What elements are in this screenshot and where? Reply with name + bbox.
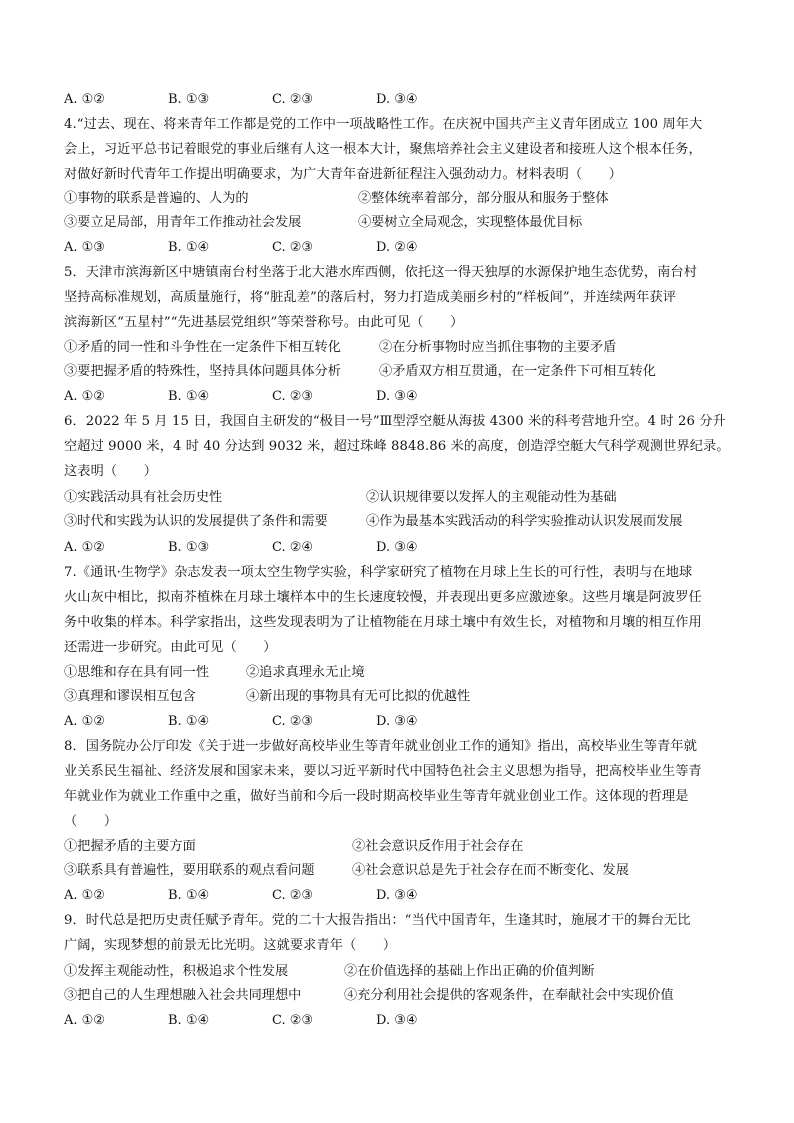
question-text: 务中收集的样本。科学家指出，这些发现表明为了让植物能在月球土壤中有效生长，对植物和月壤的相互作用	[64, 615, 702, 630]
option-4: ④要树立全局观念，实现整体最优目标	[358, 215, 583, 230]
answer-a: A. ①②	[64, 389, 105, 404]
answer-d: D. ③④	[376, 1013, 418, 1028]
answer-c: C. ②③	[272, 240, 314, 255]
option-3: ③真理和谬误相互包含	[64, 689, 196, 704]
question-text: 滨海新区“五星村”“先进基层党组织”等荣誉称号。由此可见（ ）	[64, 315, 464, 330]
answer-d: D. ③④	[376, 92, 418, 107]
question-text: 年就业作为就业工作重中之重，做好当前和今后一段时期高校毕业生等青年就业创业工作。这体现的哲理是	[64, 789, 689, 804]
answer-b: B. ①③	[168, 92, 210, 107]
answer-c: C. ②③	[272, 888, 314, 903]
option-4: ④矛盾双方相互贯通，在一定条件下可相互转化	[379, 364, 656, 379]
answer-c: C. ②③	[272, 714, 314, 729]
answer-b: B. ①④	[168, 714, 210, 729]
option-2: ②追求真理永无止境	[246, 665, 365, 680]
question-text: 火山灰中相比，拟南芥植株在月球土壤样本中的生长速度较慢，并表现出更多应激迹象。这些月壤是阿波罗任	[64, 590, 702, 605]
option-3: ③把自己的人生理想融入社会共同理想中	[64, 988, 302, 1003]
option-4: ④社会意识总是先于社会存在而不断变化、发展	[352, 863, 629, 878]
option-2: ②社会意识反作用于社会存在	[352, 839, 524, 854]
question-text: 9．时代总是把历史责任赋予青年。党的二十大报告指出：“当代中国青年，生逢其时，施展才干的舞台无比	[64, 913, 691, 928]
option-1: ①思维和存在具有同一性	[64, 665, 210, 680]
option-3: ③时代和实践为认识的发展提供了条件和需要	[64, 514, 328, 529]
answer-d: D. ③④	[376, 540, 418, 555]
answer-a: A. ①②	[64, 1013, 105, 1028]
answer-b: B. ①④	[168, 389, 210, 404]
option-3: ③要把握矛盾的特殊性，坚持具体问题具体分析	[64, 364, 341, 379]
option-1: ①矛盾的同一性和斗争性在一定条件下相互转化	[64, 340, 341, 355]
option-2: ②认识规律要以发挥人的主观能动性为基础	[366, 490, 617, 505]
answer-d: D. ③④	[376, 888, 418, 903]
option-1: ①实践活动具有社会历史性	[64, 490, 223, 505]
question-text: 对做好新时代青年工作提出明确要求，为广大青年奋进新征程注入强劲动力。材料表明（ ）	[64, 167, 623, 182]
answer-d: D. ②④	[376, 240, 418, 255]
question-text: 广阔，实现梦想的前景无比光明。这就要求青年（ ）	[64, 938, 397, 953]
option-3: ③要立足局部，用青年工作推动社会发展	[64, 215, 302, 230]
answer-a: A. ①②	[64, 714, 105, 729]
question-text: 这表明（ ）	[64, 464, 158, 479]
option-1: ①发挥主观能动性，积极追求个性发展	[64, 964, 289, 979]
answer-d: D. ③④	[376, 714, 418, 729]
question-text: 还需进一步研究。由此可见（ ）	[64, 640, 277, 655]
answer-a: A. ①②	[64, 92, 105, 107]
answer-c: C. ②③	[272, 389, 314, 404]
question-text: 4.“过去、现在、将来青年工作都是党的工作中一项战略性工作。在庆祝中国共产主义青年团成立 100 周年大	[64, 117, 703, 132]
question-text: 5．天津市滨海新区中塘镇南台村坐落于北大港水库西侧，依托这一得天独厚的水源保护地生态优势，南台村	[64, 265, 697, 280]
option-2: ②在分析事物时应当抓住事物的主要矛盾	[379, 340, 617, 355]
answer-b: B. ①④	[168, 240, 210, 255]
answer-b: B. ①④	[168, 1013, 210, 1028]
answer-a: A. ①②	[64, 540, 105, 555]
option-4: ④新出现的事物具有无可比拟的优越性	[246, 689, 471, 704]
answer-c: C. ②④	[272, 540, 314, 555]
question-text: 8．国务院办公厅印发《关于进一步做好高校毕业生等青年就业创业工作的通知》指出，高校毕业生等青年就	[64, 739, 697, 754]
answer-c: C. ②③	[272, 92, 314, 107]
option-1: ①把握矛盾的主要方面	[64, 839, 196, 854]
answer-c: C. ②③	[272, 1013, 314, 1028]
option-3: ③联系具有普遍性，要用联系的观点看问题	[64, 863, 315, 878]
question-text: （ ）	[64, 814, 118, 829]
question-text: 会上，习近平总书记着眼党的事业后继有人这一根本大计，聚焦培养社会主义建设者和接班人这个根本任务，	[64, 142, 702, 157]
question-text: 6．2022 年 5 月 15 日，我国自主研发的“极目一号”Ⅲ型浮空艇从海拔 4300 米的科考营地升空。4 时 26 分升	[64, 414, 726, 429]
question-text: 坚持高标准规划，高质量施行，将“脏乱差”的落后村，努力打造成美丽乡村的“样板间”，并连续两年获评	[64, 290, 677, 305]
answer-a: A. ①③	[64, 240, 105, 255]
option-1: ①事物的联系是普遍的、人为的	[64, 191, 249, 206]
question-text: 业关系民生福祉、经济发展和国家未来，要以习近平新时代中国特色社会主义思想为指导，把高校毕业生等青	[64, 764, 702, 779]
question-text: 7.《通讯·生物学》杂志发表一项太空生物学实验，科学家研究了植物在月球上生长的可行性，表明与在地球	[64, 565, 693, 580]
answer-b: B. ①④	[168, 888, 210, 903]
option-4: ④充分利用社会提供的客观条件，在奉献社会中实现价值	[344, 988, 674, 1003]
answer-b: B. ①③	[168, 540, 210, 555]
option-2: ②整体统率着部分，部分服从和服务于整体	[358, 191, 609, 206]
option-2: ②在价值选择的基础上作出正确的价值判断	[344, 964, 595, 979]
answer-a: A. ①②	[64, 888, 105, 903]
question-text: 空超过 9000 米，4 时 40 分达到 9032 米，超过珠峰 8848.86 米的高度，创造浮空艇大气科学观测世界纪录。	[64, 439, 730, 454]
answer-d: D. ③④	[376, 389, 418, 404]
option-4: ④作为最基本实践活动的科学实验推动认识发展而发展	[366, 514, 683, 529]
